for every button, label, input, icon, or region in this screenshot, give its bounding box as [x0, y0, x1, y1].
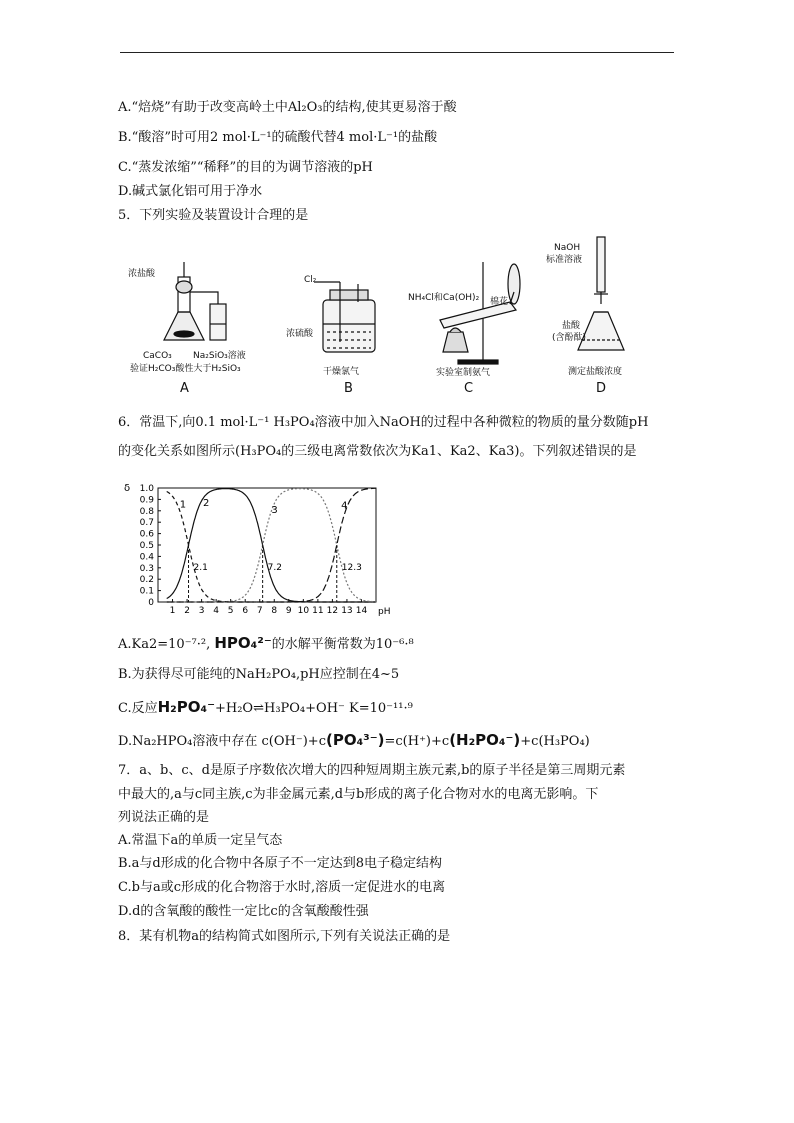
- y-tick-label: 0.6: [139, 529, 154, 540]
- q6-option-a: [118, 634, 414, 654]
- q6-option-d-ion1: (PO₄³⁻): [325, 731, 385, 749]
- x-axis-label: pH: [378, 607, 391, 617]
- q6-option-d-mid: =c(H⁺)+c: [384, 734, 450, 749]
- apparatus-a-label-top: 浓盐酸: [128, 269, 156, 279]
- apparatus-a-letter: A: [180, 381, 189, 396]
- x-tick-label: 4: [213, 606, 220, 616]
- q6-option-d-ion2: (H₂PO₄⁻): [449, 731, 521, 749]
- q6-option-c-suffix: +H₂O⇌H₃PO₄+OH⁻ K=10⁻¹¹·⁹: [214, 701, 413, 716]
- q4-option-d: D.碱式氯化铝可用于净水: [118, 184, 263, 199]
- y-tick-label: 0.9: [139, 495, 154, 506]
- q6-option-a-prefix: A.Ka2=10⁻⁷·²,: [118, 637, 215, 652]
- x-tick-label: 12: [326, 606, 339, 616]
- x-tick-label: 8: [271, 606, 278, 616]
- x-tick-label: 1: [169, 606, 176, 616]
- q6-stem-line2: 的变化关系如图所示(H₃PO₄的三级电离常数依次为Ka1、Ka2、Ka3)。下列叙述错误的是: [118, 444, 637, 459]
- apparatus-d-flask: 盐酸: [562, 321, 581, 331]
- y-tick-label: 0.5: [139, 541, 154, 551]
- q6-stem-line1: 6．常温下,向0.1 mol·L⁻¹ H₃PO₄溶液中加入NaOH的过程中各种微粒的物质的量分数随pH: [118, 415, 649, 430]
- apparatus-figure: [118, 232, 648, 400]
- x-tick-label: 13: [341, 606, 353, 616]
- q4-option-a: A.“焙烧”有助于改变高岭土中Al₂O₃的结构,使其更易溶于酸: [118, 100, 457, 115]
- pka-annotation: 7.2: [267, 563, 282, 574]
- q7-option-d: D.d的含氧酸的酸性一定比c的含氧酸酸性强: [118, 904, 369, 919]
- series-label: 1: [179, 499, 187, 511]
- y-tick-label: 1.0: [139, 484, 154, 494]
- apparatus-c-letter: C: [464, 381, 474, 396]
- apparatus-d-letter: D: [596, 381, 607, 396]
- q6-option-d: [118, 731, 590, 751]
- pka-annotation: 2.1: [193, 563, 208, 574]
- y-tick-label: 0.1: [139, 586, 154, 597]
- q6-option-b: B.为获得尽可能纯的NaH₂PO₄,pH应控制在4~5: [118, 667, 400, 682]
- q5-stem: 5．下列实验及装置设计合理的是: [118, 208, 309, 223]
- header-rule: [120, 52, 674, 53]
- apparatus-b-letter: B: [344, 381, 353, 396]
- x-tick-label: 2: [184, 606, 190, 616]
- apparatus-d-flask2: (含酚酞): [552, 333, 587, 343]
- q6-option-c-prefix: C.反应: [118, 701, 158, 716]
- x-tick-label: 7: [256, 606, 263, 616]
- q6-option-a-suffix: 的水解平衡常数为10⁻⁶·⁸: [271, 637, 414, 652]
- q7-stem-line1: 7．a、b、c、d是原子序数依次增大的四种短周期主族元素,b的原子半径是第三周期元素: [118, 763, 626, 778]
- y-tick-label: 0.4: [139, 552, 154, 563]
- x-tick-label: 10: [297, 606, 310, 616]
- y-tick-label: 0.8: [139, 506, 154, 517]
- q6-option-d-suffix: +c(H₃PO₄): [520, 734, 590, 749]
- q6-option-c: [118, 698, 413, 718]
- series-label: 2: [203, 498, 210, 510]
- x-tick-label: 11: [312, 606, 324, 616]
- x-tick-label: 6: [242, 606, 249, 616]
- q4-option-c: C.“蒸发浓缩”“稀释”的目的为调节溶液的pH: [118, 160, 373, 175]
- y-tick-label: 0.3: [139, 563, 154, 574]
- y-tick-label: 0.7: [139, 518, 154, 529]
- q8-stem: 8．某有机物a的结构简式如图所示,下列有关说法正确的是: [118, 929, 451, 944]
- apparatus-c-cotton: 棉花: [490, 297, 509, 307]
- q6-option-c-ion: H₂PO₄⁻: [157, 698, 215, 716]
- pka-annotation: 12.3: [341, 563, 362, 574]
- y-tick-label: 0.2: [139, 575, 154, 586]
- apparatus-c-caption: 实验室制氨气: [436, 368, 491, 378]
- apparatus-a-reagent2: Na₂SiO₃溶液: [193, 351, 246, 361]
- x-tick-label: 14: [355, 606, 368, 616]
- x-tick-label: 9: [285, 606, 292, 616]
- q4-option-b: B.“酸溶”时可用2 mol·L⁻¹的硫酸代替4 mol·L⁻¹的盐酸: [118, 130, 438, 145]
- distribution-chart: [118, 478, 391, 618]
- series-label: 4: [341, 500, 348, 512]
- series-label: 3: [271, 505, 278, 517]
- q7-stem-line2: 中最大的,a与c同主族,c为非金属元素,d与b形成的离子化合物对水的电离无影响。下: [118, 787, 599, 802]
- q7-option-a: A.常温下a的单质一定呈气态: [118, 833, 283, 848]
- apparatus-a-caption: 验证H₂CO₃酸性大于H₂SiO₃: [130, 364, 241, 374]
- x-tick-label: 3: [198, 606, 205, 616]
- apparatus-a-reagent1: CaCO₃: [143, 351, 172, 361]
- y-axis-label: δ: [124, 483, 131, 494]
- apparatus-b-gas: Cl₂: [304, 275, 317, 285]
- apparatus-c-reagent: NH₄Cl和Ca(OH)₂: [408, 293, 480, 303]
- apparatus-d-reagent-top2: 标准溶液: [546, 255, 583, 265]
- q7-stem-line3: 列说法正确的是: [118, 810, 210, 825]
- apparatus-b-caption: 干燥氯气: [323, 367, 360, 377]
- y-tick-label: 0: [148, 598, 154, 608]
- apparatus-d-caption: 测定盐酸浓度: [568, 367, 623, 377]
- q7-option-c: C.b与a或c形成的化合物溶于水时,溶质一定促进水的电离: [118, 880, 446, 895]
- q6-option-d-prefix: D.Na₂HPO₄溶液中存在 c(OH⁻)+c: [118, 734, 326, 749]
- apparatus-b-liquid: 浓硫酸: [286, 329, 314, 339]
- apparatus-d-reagent-top: NaOH: [554, 243, 581, 253]
- q6-option-a-ion: HPO₄²⁻: [214, 634, 272, 652]
- q7-option-b: B.a与d形成的化合物中各原子不一定达到8电子稳定结构: [118, 856, 443, 871]
- x-tick-label: 5: [227, 606, 234, 616]
